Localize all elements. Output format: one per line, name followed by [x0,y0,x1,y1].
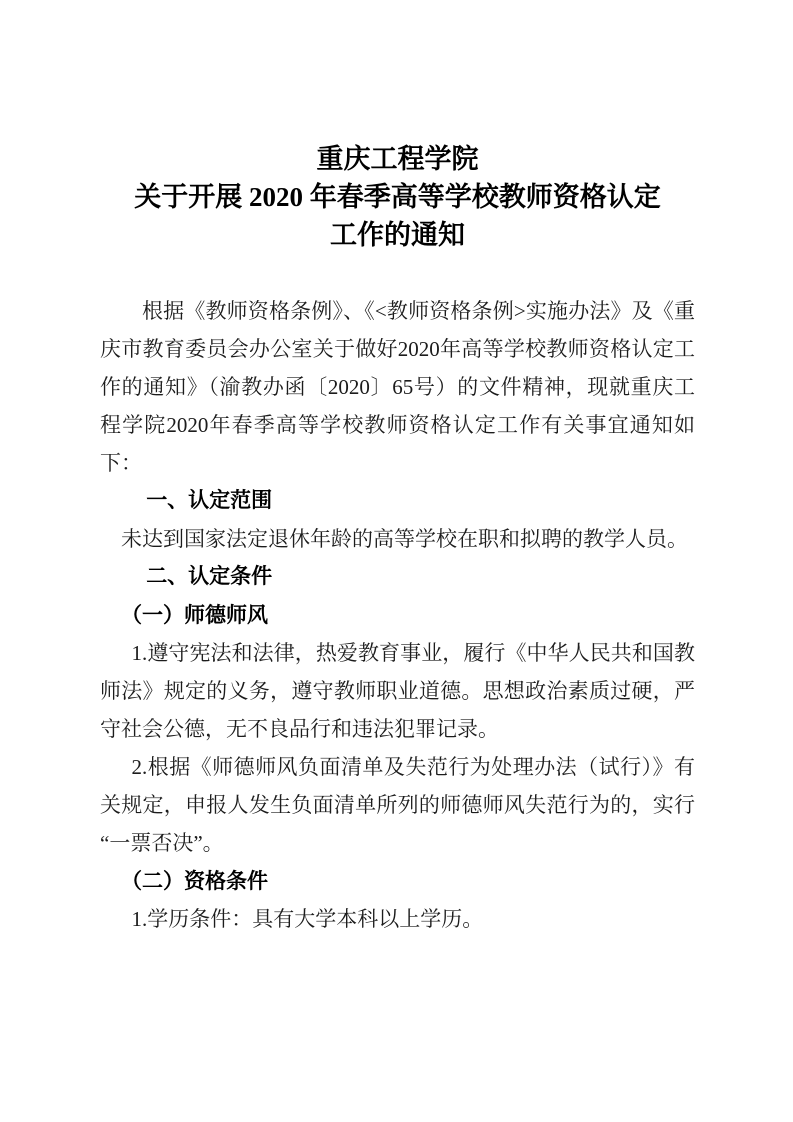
qualification-item-1-paragraph: 1.学历条件：具有大学本科以上学历。 [131,907,484,931]
document-title [80,140,715,254]
document-title-line-1: 重庆工程学院 [316,144,479,174]
document-title-line-3: 工作的通知 [330,220,465,250]
scope-paragraph: 未达到国家法定退休年龄的高等学校在职和拟聘的教学人员。 [121,527,688,551]
section-heading-conditions: 二、认定条件 [146,565,273,588]
ethics-item-1-paragraph: 1.遵守宪法和法律，热爱教育事业，履行《中华人民共和国教师法》规定的义务，遵守教师职业道德。思想政治素质过硬，严守社会公德，无不良品行和违法犯罪记录。 [100,641,695,741]
intro-paragraph: 根据《教师资格条例》、《<教师资格条例>实施办法》及《重庆市教育委员会办公室关于做好2020年高等学校教师资格认定工作的通知》（渝教办函〔2020〕65号）的文件精神，现就重庆工程学院2020年春季高等学校教师资格认定工作有关事宜通知如下： [100,299,695,475]
subsection-heading-ethics: （一）师德师风 [121,603,268,627]
subsection-heading-qualifications: （二）资格条件 [121,869,268,893]
section-heading-scope: 一、认定范围 [146,489,273,512]
ethics-item-2-paragraph: 2.根据《师德师风负面清单及失范行为处理办法（试行）》有关规定，申报人发生负面清单所列的师德师风失范行为的，实行“一票否决”。 [100,755,695,855]
document-title-line-2: 关于开展 2020 年春季高等学校教师资格认定 [134,182,661,212]
